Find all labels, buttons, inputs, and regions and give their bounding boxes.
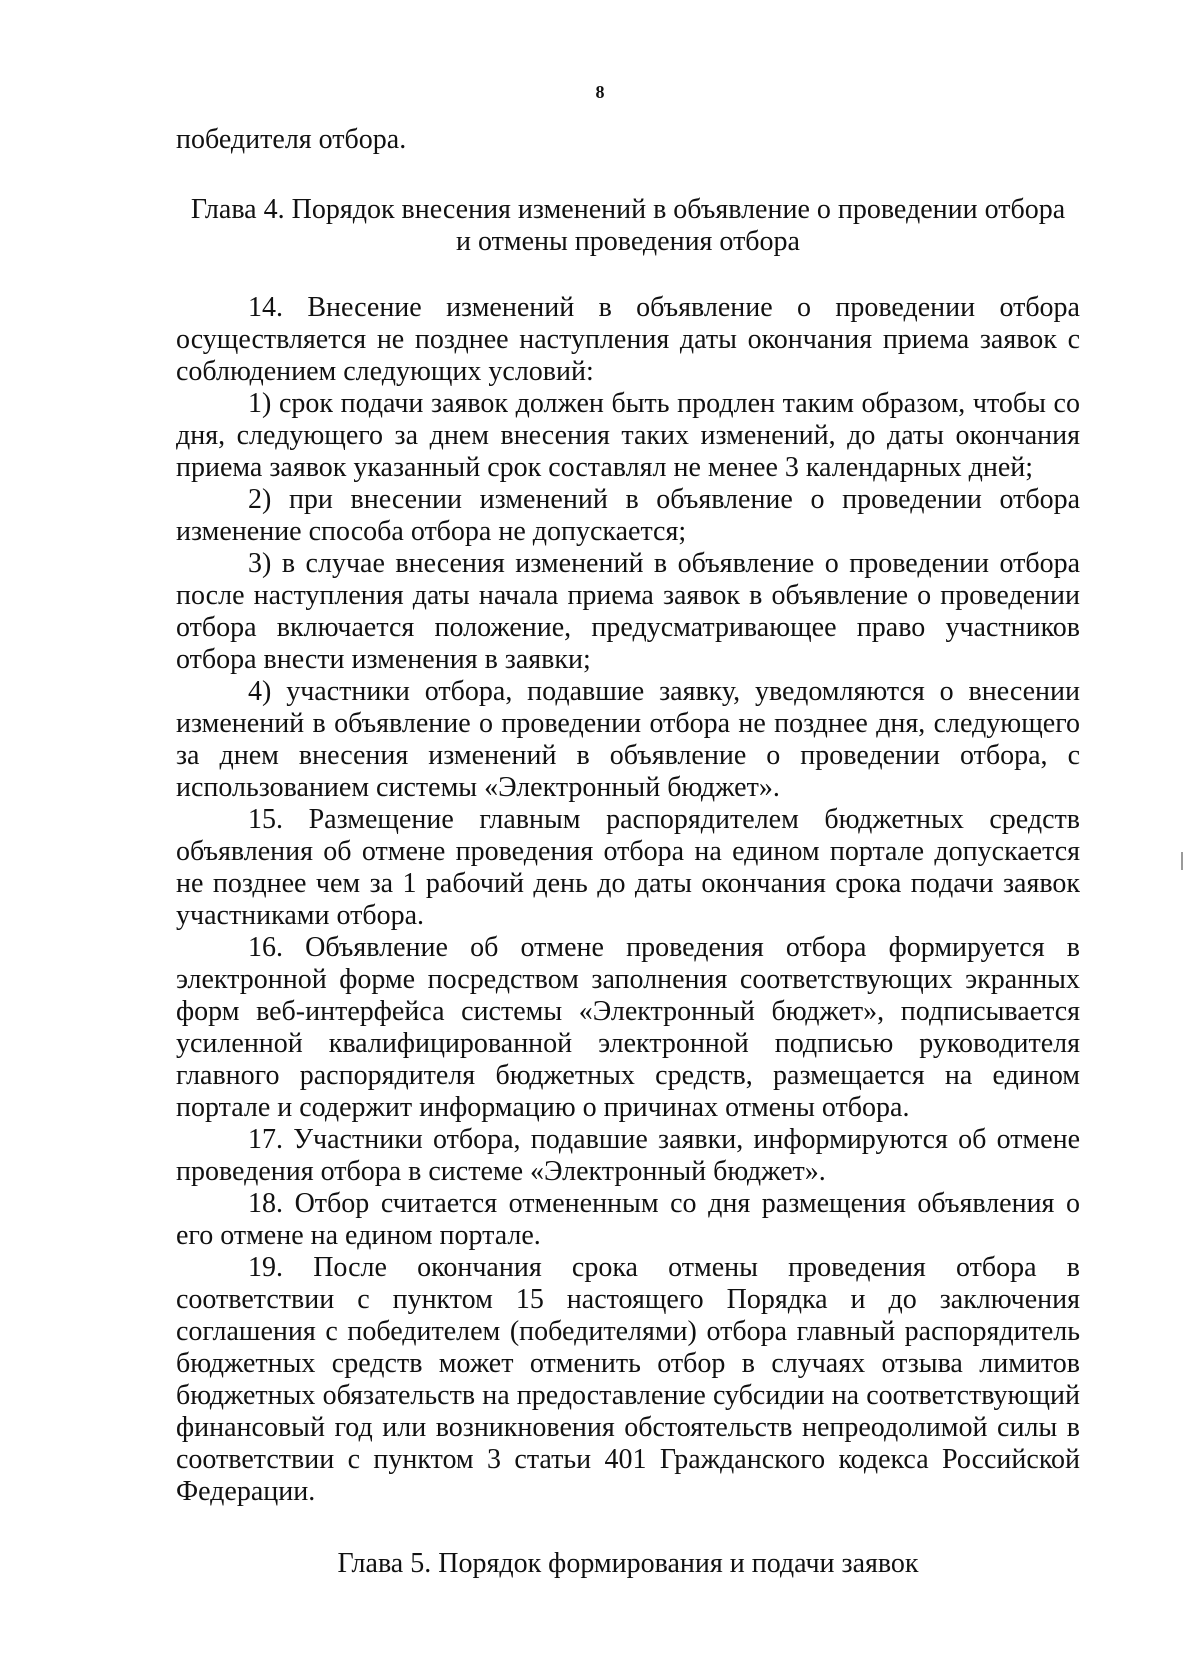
- subitem-4: 4) участники отбора, подавшие заявку, уведомляются о внесении изменений в объявление о проведении отбора не позднее дня, следующего за днем внесения изменений в объявление о проведении отбора, с использованием системы «Электронный бюджет».: [176, 676, 1080, 803]
- scan-artifact: [1181, 852, 1183, 870]
- chapter-4-heading-line-1: Глава 4. Порядок внесения изменений в объявление о проведении отбора: [190, 194, 1066, 225]
- subitem-3: 3) в случае внесения изменений в объявление о проведении отбора после наступления даты начала приема заявок в объявление о проведении отбора включается положение, предусматривающее право участников отбора внести изменения в заявки;: [176, 548, 1080, 675]
- paragraph-18: 18. Отбор считается отмененным со дня размещения объявления о его отмене на едином портале.: [176, 1188, 1080, 1251]
- document-body: [176, 124, 1080, 1580]
- subitem-2: 2) при внесении изменений в объявление о проведении отбора изменение способа отбора не допускается;: [176, 484, 1080, 547]
- paragraph-17: 17. Участники отбора, подавшие заявки, информируются об отмене проведения отбора в системе «Электронный бюджет».: [176, 1124, 1080, 1187]
- paragraph-15: 15. Размещение главным распорядителем бюджетных средств объявления об отмене проведения отбора на едином портале допускается не позднее чем за 1 рабочий день до даты окончания срока подачи заявок участниками отбора.: [176, 804, 1080, 931]
- intro-text: победителя отбора.: [176, 124, 407, 155]
- spacer: [176, 1508, 1080, 1548]
- spacer: [176, 156, 1080, 194]
- chapter-4-heading-line-2: и отмены проведения отбора: [456, 226, 800, 257]
- chapter-4-heading: [176, 194, 1080, 258]
- page-number: 8: [595, 82, 605, 102]
- paragraph-16: 16. Объявление об отмене проведения отбора формируется в электронной форме посредством заполнения соответствующих экранных форм веб-интерфейса системы «Электронный бюджет», подписывается усиленной квалифицированной электронной подписью руководителя главного распорядителя бюджетных средств, размещается на едином портале и содержит информацию о причинах отмены отбора.: [176, 932, 1080, 1123]
- spacer: [176, 258, 1080, 292]
- paragraph-19: 19. После окончания срока отмены проведения отбора в соответствии с пунктом 15 настоящего Порядка и до заключения соглашения с победителем (победителями) отбора главный распорядитель бюджетных средств может отменить отбор в случаях отзыва лимитов бюджетных обязательств на предоставление субсидии на соответствующий финансовый год или возникновения обстоятельств непреодолимой силы в соответствии с пунктом 3 статьи 401 Гражданского кодекса Российской Федерации.: [176, 1252, 1080, 1507]
- paragraph-14: 14. Внесение изменений в объявление о проведении отбора осуществляется не позднее наступления даты окончания приема заявок с соблюдением следующих условий:: [176, 292, 1080, 387]
- chapter-5-heading: Глава 5. Порядок формирования и подачи заявок: [337, 1548, 919, 1579]
- subitem-1: 1) срок подачи заявок должен быть продлен таким образом, чтобы со дня, следующего за днем внесения таких изменений, до даты окончания приема заявок указанный срок составлял не менее 3 календарных дней;: [176, 388, 1080, 483]
